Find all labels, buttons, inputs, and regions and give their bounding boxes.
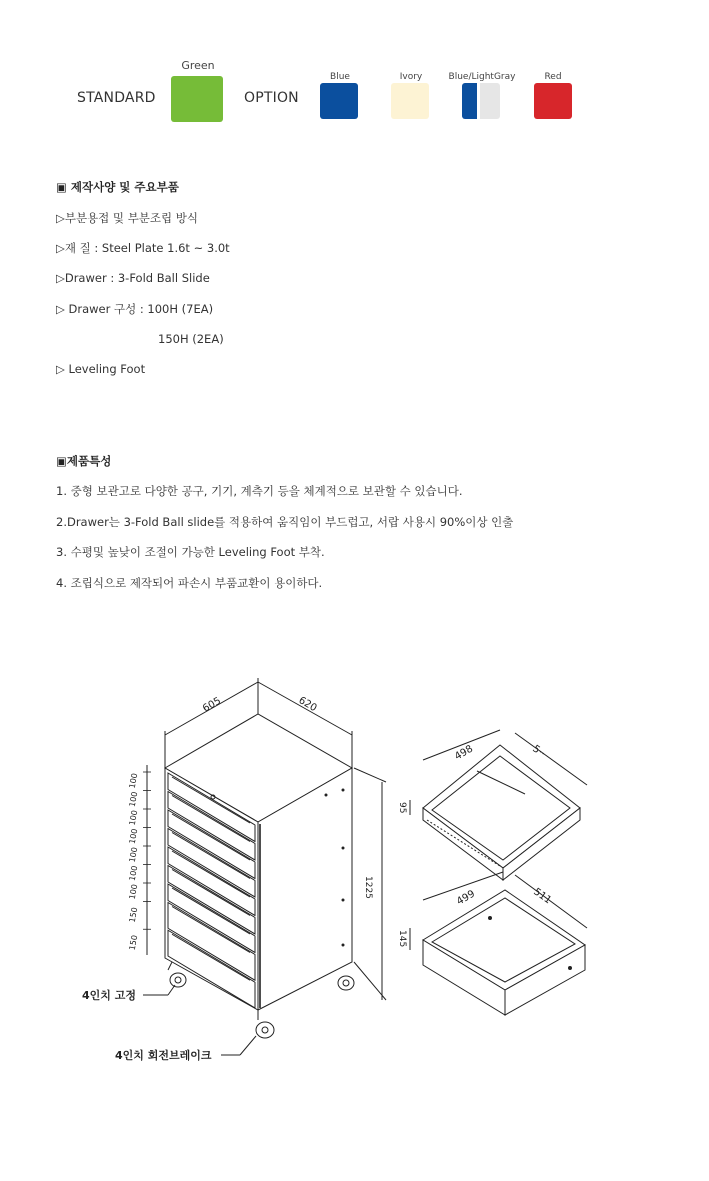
drawer-height-label: 100	[127, 791, 140, 808]
drawer-height-label: 100	[127, 809, 140, 827]
spec-line-drawer-100: ▷ Drawer 구성 : 100H (7EA)	[56, 302, 214, 316]
caster-swivel-label: 4인치 회전브레이크	[115, 1049, 212, 1062]
standard-label: STANDARD	[77, 90, 156, 106]
spec-line-material: ▷재 질 : Steel Plate 1.6t ~ 3.0t	[56, 241, 230, 255]
technical-drawing	[0, 660, 709, 1090]
feature-line-2: 2.Drawer는 3-Fold Ball slide를 적용하여 움직임이 부드럽고, 서랍 사용시 90%이상 인출	[56, 515, 514, 529]
spec-line-slide: ▷Drawer : 3-Fold Ball Slide	[56, 271, 210, 285]
red-swatch-name: Red	[544, 72, 562, 82]
spec-line-leveling: ▷ Leveling Foot	[56, 362, 146, 376]
drawer-small-depth-label: 5··	[530, 743, 548, 760]
feature-line-3: 3. 수평및 높낮이 조절이 가능한 Leveling Foot 부착.	[56, 545, 325, 559]
red-swatch[interactable]	[534, 83, 572, 119]
spec-title: ▣ 제작사양 및 주요부품	[56, 180, 179, 194]
drawer-large-height-label: 145	[397, 930, 407, 948]
drawer-height-label: 100	[127, 828, 140, 845]
drawer-height-label: 150	[127, 906, 140, 924]
green-swatch-name: Green	[181, 59, 215, 72]
blue-swatch[interactable]	[320, 83, 358, 119]
cabinet-depth-label: 620	[296, 695, 319, 715]
cabinet-height-label: 1225	[363, 876, 373, 899]
drawer-height-label: 100	[127, 883, 140, 901]
drawer-height-label: 100	[127, 772, 140, 790]
feature-line-1: 1. 중형 보관고로 다양한 공구, 기기, 계측기 등을 체계적으로 보관할 수 있습니다.	[56, 484, 463, 498]
feature-line-4: 4. 조립식으로 제작되어 파손시 부품교환이 용이하다.	[56, 576, 323, 590]
spec-line-drawer-150: 150H (2EA)	[158, 332, 224, 346]
blue-lightgray-swatch[interactable]	[462, 83, 500, 119]
drawer-large-width-label: 499	[455, 888, 478, 908]
ivory-swatch-name: Ivory	[399, 72, 423, 82]
blue-lightgray-swatch-name: Blue/LightGray	[448, 72, 516, 82]
blue-swatch-name: Blue	[330, 72, 350, 82]
cabinet-width-label: 605	[201, 695, 224, 715]
ivory-swatch[interactable]	[391, 83, 429, 119]
drawer-small-width-label: 498	[453, 743, 476, 763]
features-title: ▣제품특성	[56, 454, 112, 468]
drawer-height-label: 100	[127, 846, 140, 864]
spec-line-assembly: ▷부분용접 및 부분조립 방식	[56, 211, 199, 225]
drawer-small-height-label: 95	[397, 802, 407, 814]
green-swatch[interactable]	[171, 76, 223, 122]
drawer-height-label: 100	[127, 865, 140, 882]
drawer-large-depth-label: 511	[531, 886, 554, 907]
drawer-height-label: 150	[127, 934, 140, 951]
caster-fixed-label: 4인치 고정	[82, 989, 136, 1002]
option-label: OPTION	[244, 90, 299, 106]
